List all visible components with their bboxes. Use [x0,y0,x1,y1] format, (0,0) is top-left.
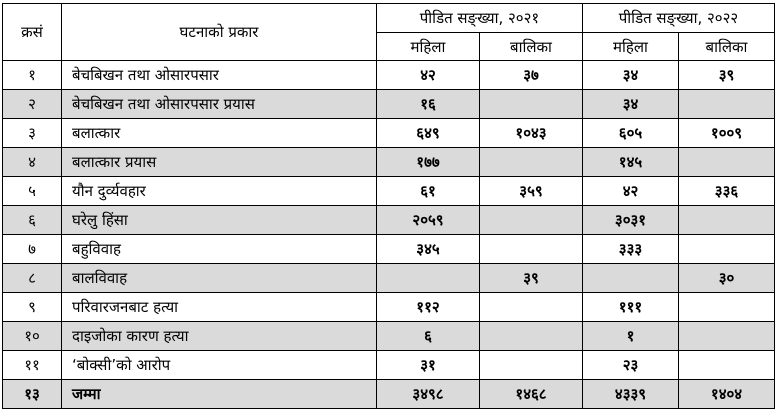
cell-girls-2021 [480,148,583,177]
table-row [3,235,775,264]
cell-girls-2022: ३० [679,264,775,293]
header-serial-number: क्रसं [3,4,62,61]
cell-girls-2021: १०४३ [480,119,583,148]
cell-girls-2022 [679,235,775,264]
row-serial: ६ [3,206,62,235]
total-row [3,380,775,409]
cell-women-2022: ४२ [583,177,679,206]
cell-women-2022 [583,264,679,293]
table-row [3,90,775,119]
cell-girls-2022 [679,148,775,177]
cell-girls-2022: ३९ [679,61,775,90]
row-serial: १ [3,61,62,90]
cell-girls-2022 [679,206,775,235]
header-women-2021: महिला [377,33,480,61]
table-row [3,264,775,293]
cell-girls-2021: ३७ [480,61,583,90]
cell-girls-2022 [679,322,775,351]
cell-women-2021: ६ [377,322,480,351]
row-serial: ४ [3,148,62,177]
row-serial: १० [3,322,62,351]
total-girls-2021: १४६८ [480,380,583,409]
row-incident-type: बालविवाह [62,264,377,293]
cell-women-2022: ३४ [583,61,679,90]
cell-women-2022: ३४ [583,90,679,119]
cell-girls-2021 [480,351,583,380]
row-incident-type: परिवारजनबाट हत्या [62,293,377,322]
cell-women-2022: २३ [583,351,679,380]
cell-girls-2021: ३५९ [480,177,583,206]
cell-women-2022: १ [583,322,679,351]
row-incident-type: ‘बोक्सी’को आरोप [62,351,377,380]
cell-women-2021: ६४९ [377,119,480,148]
cell-women-2021: ३४५ [377,235,480,264]
row-incident-type: यौन दुर्व्यवहार [62,177,377,206]
table-row [3,148,775,177]
row-serial: ११ [3,351,62,380]
cell-women-2021 [377,264,480,293]
row-serial: ९ [3,293,62,322]
cell-women-2021: २०५९ [377,206,480,235]
cell-women-2022: ६०५ [583,119,679,148]
row-serial: ८ [3,264,62,293]
header-girls-2022: बालिका [679,33,775,61]
cell-women-2022: ३०३१ [583,206,679,235]
cell-girls-2021 [480,206,583,235]
header-victims-2022: पीडित सङ्ख्या, २०२२ [583,4,775,33]
header-incident-type: घटनाको प्रकार [62,4,377,61]
cell-women-2021: १६ [377,90,480,119]
cell-girls-2022 [679,293,775,322]
cell-women-2021: ४२ [377,61,480,90]
header-women-2022: महिला [583,33,679,61]
table-row [3,206,775,235]
total-label: जम्मा [62,380,377,409]
row-incident-type: बलात्कार [62,119,377,148]
cell-girls-2022: १००९ [679,119,775,148]
row-incident-type: बलात्कार प्रयास [62,148,377,177]
row-serial: ३ [3,119,62,148]
row-serial: ५ [3,177,62,206]
table-row [3,119,775,148]
cell-girls-2022 [679,90,775,119]
row-serial: २ [3,90,62,119]
cell-women-2022: ३३३ [583,235,679,264]
cell-women-2021: १७७ [377,148,480,177]
cell-girls-2021: ३९ [480,264,583,293]
cell-women-2021: ११२ [377,293,480,322]
row-incident-type: घरेलु हिंसा [62,206,377,235]
cell-girls-2021 [480,322,583,351]
victims-table [2,3,775,409]
table-row [3,351,775,380]
table-row [3,322,775,351]
row-incident-type: बेचबिखन तथा ओसारपसार [62,61,377,90]
cell-girls-2022: ३३६ [679,177,775,206]
cell-women-2022: १४५ [583,148,679,177]
table-row [3,293,775,322]
total-girls-2022: १४०४ [679,380,775,409]
cell-girls-2021 [480,293,583,322]
row-incident-type: दाइजोका कारण हत्या [62,322,377,351]
total-women-2021: ३४९८ [377,380,480,409]
cell-girls-2021 [480,235,583,264]
cell-women-2021: ३१ [377,351,480,380]
header-girls-2021: बालिका [480,33,583,61]
table-row [3,177,775,206]
cell-women-2022: १११ [583,293,679,322]
cell-women-2021: ६१ [377,177,480,206]
row-incident-type: बेचबिखन तथा ओसारपसार प्रयास [62,90,377,119]
header-victims-2021: पीडित सङ्ख्या, २०२१ [377,4,583,33]
row-serial: १३ [3,380,62,409]
cell-girls-2021 [480,90,583,119]
total-women-2022: ४३३९ [583,380,679,409]
row-incident-type: बहुविवाह [62,235,377,264]
cell-girls-2022 [679,351,775,380]
table-row [3,61,775,90]
row-serial: ७ [3,235,62,264]
